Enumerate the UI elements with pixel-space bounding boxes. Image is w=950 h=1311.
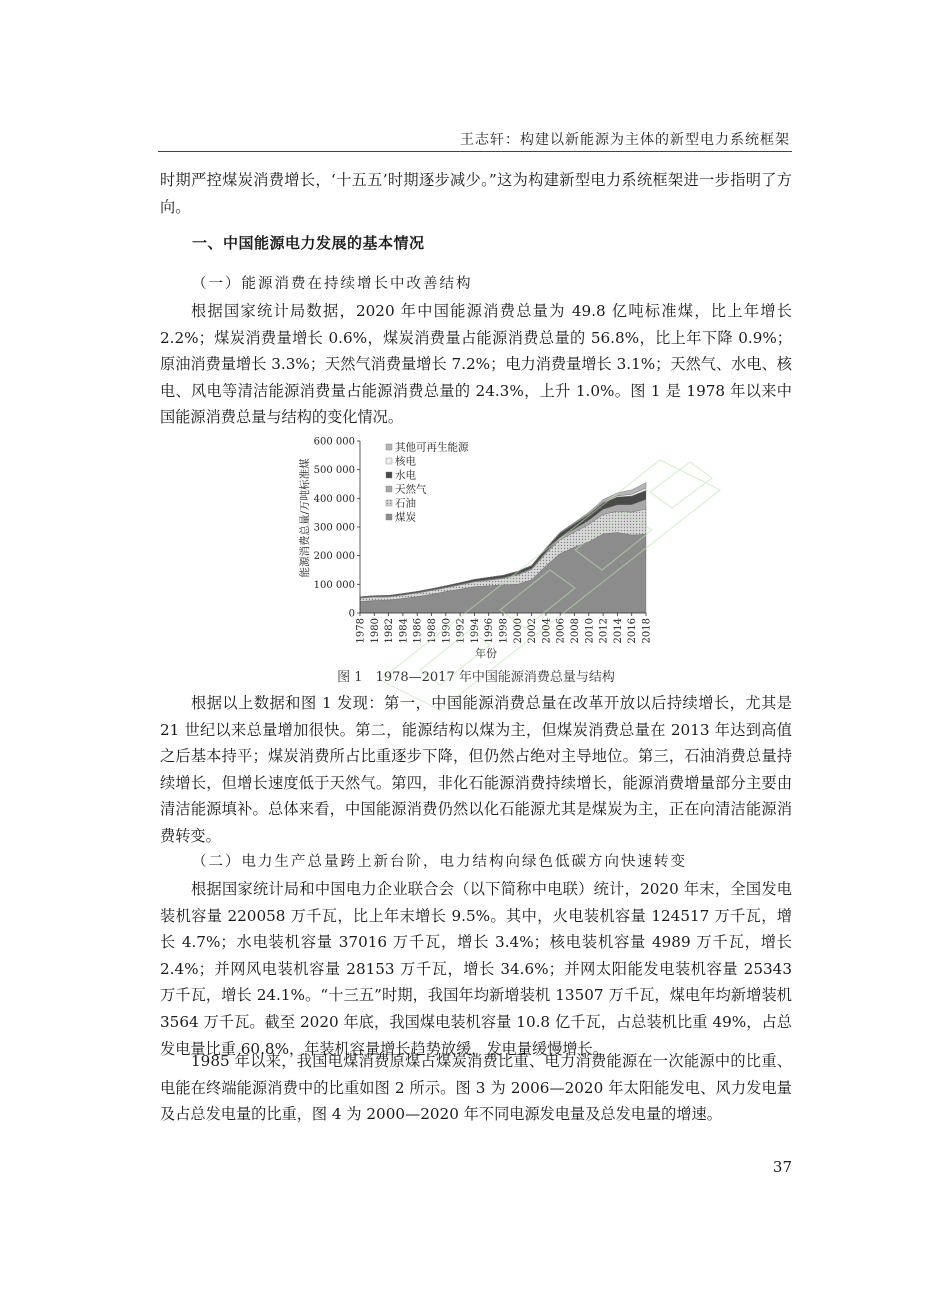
running-header: 王志轩：构建以新能源为主体的新型电力系统框架 xyxy=(460,132,790,148)
subsection-heading-1: （一）能源消费在持续增长中改善结构 xyxy=(192,276,473,292)
x-tick-label: 1992 xyxy=(455,618,467,644)
y-tick-label: 100 000 xyxy=(313,579,355,591)
x-tick-label: 2012 xyxy=(598,618,610,644)
legend-swatch xyxy=(386,514,392,520)
figure-caption: 图 1 1978—2017 年中国能源消费总量与结构 xyxy=(337,670,615,685)
x-axis-label: 年份 xyxy=(475,647,497,660)
x-tick-label: 2006 xyxy=(555,618,567,644)
figure-1-chart xyxy=(296,436,658,662)
x-tick-label: 1978 xyxy=(355,618,367,644)
x-tick-label: 2016 xyxy=(627,618,639,644)
y-tick-label: 400 000 xyxy=(313,493,355,505)
y-tick-label: 600 000 xyxy=(313,436,355,448)
y-tick-label: 500 000 xyxy=(313,465,355,477)
page-number: 37 xyxy=(772,1158,792,1176)
paragraph-energy-data: 根据国家统计局数据，2020 年中国能源消费总量为 49.8 亿吨标准煤，比上年增长 2.2%；煤炭消费量增长 0.6%，煤炭消费量占能源消费总量的 56.8%，比上年下降 0.9%；原油消费量增长 3.3%；天然气消费量增长 7.2%；电力消费量增长 3.1%；天然气、水电、核电、风电等清洁能源消费量占能源消费总量的 24.3%，上升 1.0%。图 1 是 1978 年以来中国能源消费总量与结构的变化情况。 xyxy=(160,302,792,427)
area-series-0 xyxy=(360,532,646,613)
legend-swatch xyxy=(386,458,392,464)
y-tick-label: 300 000 xyxy=(313,522,355,534)
x-tick-label: 2014 xyxy=(612,618,624,644)
y-tick-label: 0 xyxy=(348,608,355,620)
x-tick-label: 1982 xyxy=(384,618,396,644)
header-rule xyxy=(158,151,792,152)
legend-label: 其他可再生能源 xyxy=(395,441,469,454)
paragraph-power-capacity: 根据国家统计局和中国电力企业联合会（以下简称中电联）统计，2020 年末，全国发电装机容量 220058 万千瓦，比上年末增长 9.5%。其中，火电装机容量 124517 万千瓦，增长 4.7%；水电装机容量 37016 万千瓦，增长 3.4%；核电装机容量 4989 万千瓦，增长 2.4%；并网风电装机容量 28153 万千瓦，增长 34.6%；并网太阳能发电装机容量 25343 万千瓦，增长 24.1%。“十三五”时期，我国年均新增装机 13507 万千瓦，煤电年均新增装机 3564 万千瓦。截至 2020 年底，我国煤电装机容量 10.8 亿千瓦，占总装机比重 49%，占总发电量比重 60.8%，年装机容量增长趋势放缓，发电量缓慢增长。 xyxy=(160,880,792,1058)
legend-swatch xyxy=(386,444,392,450)
legend-label: 煤炭 xyxy=(395,511,416,524)
paragraph-findings: 根据以上数据和图 1 发现：第一，中国能源消费总量在改革开放以后持续增长，尤其是 21 世纪以来总量增加很快。第二，能源结构以煤为主，但煤炭消费总量在 2013 年达到高值之后基本持平；煤炭消费所占比重逐步下降，但仍然占绝对主导地位。第三，石油消费总量持续增长，但增长速度低于天然气。第四，非化石能源消费持续增长，能源消费增量部分主要由清洁能源填补。总体来看，中国能源消费仍然以化石能源尤其是煤炭为主，正在向清洁能源消费转变。 xyxy=(160,694,792,845)
x-tick-label: 2008 xyxy=(570,618,581,644)
x-tick-label: 2002 xyxy=(527,618,539,644)
legend-swatch xyxy=(386,500,392,506)
legend-swatch xyxy=(386,472,392,478)
x-tick-label: 1990 xyxy=(441,618,453,644)
x-tick-label: 2010 xyxy=(584,618,596,644)
x-tick-label: 1998 xyxy=(498,618,510,644)
legend-label: 核电 xyxy=(395,455,416,468)
x-tick-label: 1984 xyxy=(398,618,410,644)
legend-label: 天然气 xyxy=(395,483,427,496)
y-tick-label: 200 000 xyxy=(313,551,355,563)
x-tick-label: 1996 xyxy=(484,618,496,644)
x-tick-label: 2004 xyxy=(541,618,553,644)
x-tick-label: 2000 xyxy=(512,618,524,644)
x-tick-label: 1980 xyxy=(369,618,381,644)
x-tick-label: 1994 xyxy=(469,618,481,644)
x-tick-label: 1988 xyxy=(427,618,438,644)
x-tick-label: 1986 xyxy=(412,618,424,644)
section-heading: 一、中国能源电力发展的基本情况 xyxy=(192,234,425,252)
paragraph-figures-overview: 1985 年以来，我国电煤消费原煤占煤炭消费比重、电力消费能源在一次能源中的比重、电能在终端能源消费中的比重如图 2 所示。图 3 为 2006—2020 年太阳能发电、风力发电量及占总发电量的比重，图 4 为 2000—2020 年不同电源发电量及总发电量的增速。 xyxy=(160,1052,792,1124)
subsection-heading-2: （二）电力生产总量跨上新台阶，电力结构向绿色低碳方向快速转变 xyxy=(192,854,687,870)
paragraph-intro: 时期严控煤炭消费增长，‘十五五’时期逐步减少。”这为构建新型电力系统框架进一步指明了方向。 xyxy=(160,171,792,216)
legend-label: 水电 xyxy=(395,469,416,482)
legend-swatch xyxy=(386,486,392,492)
x-tick-label: 2018 xyxy=(641,618,653,644)
y-axis-label: 能源消费总量/万吨标准煤 xyxy=(299,458,311,578)
legend-label: 石油 xyxy=(395,497,416,510)
chart-legend xyxy=(386,441,469,524)
